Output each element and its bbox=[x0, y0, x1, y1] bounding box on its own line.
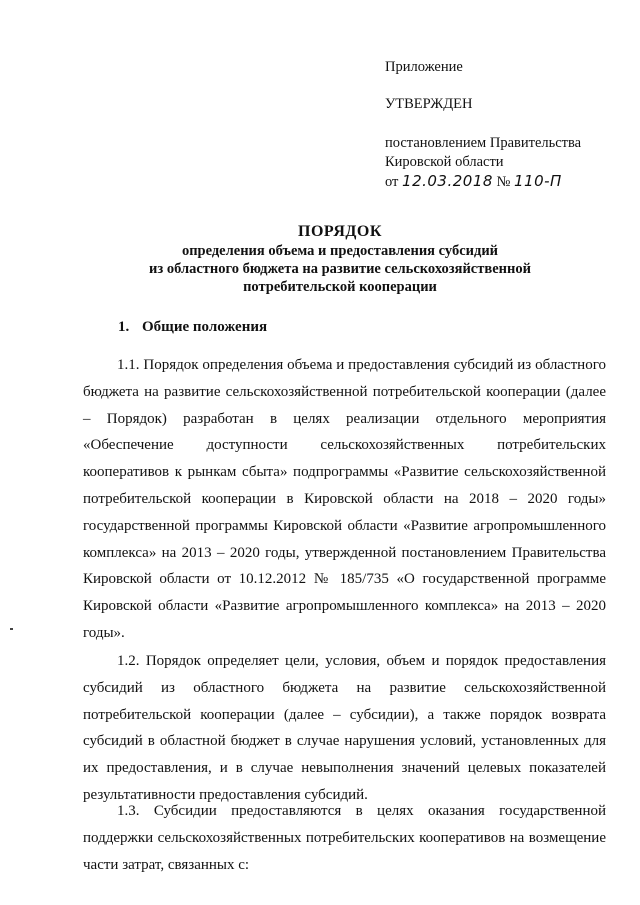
title-main: ПОРЯДОК bbox=[298, 223, 382, 240]
paragraph-text: 1.3. Субсидии предоставляются в целях оказания государственной поддержки сельскохозяйственных потребительских кооперативов на возмещение части затрат, связанных с: bbox=[83, 803, 606, 873]
spacer bbox=[385, 114, 630, 134]
number-sign: № bbox=[496, 174, 511, 190]
decree-line-1: постановлением Правительства bbox=[385, 135, 582, 151]
spacer bbox=[385, 77, 630, 95]
title-line-3: потребительской кооперации bbox=[243, 279, 437, 295]
scan-speck bbox=[10, 628, 13, 630]
paragraph-1-2 bbox=[83, 648, 606, 809]
section-title: Общие положения bbox=[142, 319, 268, 335]
section-heading bbox=[118, 319, 267, 336]
title-line-2: из областного бюджета на развитие сельскохозяйственной bbox=[149, 261, 531, 277]
section-number: 1. bbox=[118, 319, 130, 335]
approval-block bbox=[385, 58, 630, 192]
appendix-label: Приложение bbox=[385, 59, 463, 75]
handwritten-date: 12.03.2018 bbox=[402, 172, 493, 190]
document-title bbox=[80, 222, 600, 296]
date-prefix: от bbox=[385, 174, 399, 190]
paragraph-text: 1.1. Порядок определения объема и предоставления субсидий из областного бюджета на развитие сельскохозяйственной потребительской кооперации (далее – Порядок) разработан в целях реализации отдельного мероприятия «Обеспечение доступности сельскохозяйственных потребительских кооперативов к рынкам сбыта» подпрограммы «Развитие сельскохозяйственной потребительской кооперации в Кировской области на 2018 – 2020 годы» государственной программы Кировской области «Развитие агропромышленного комплекса» на 2013 – 2020 годы, утвержденной постановлением Правительства Кировской области от 10.12.2012 № 185/735 «О государственной программе Кировской области «Развитие агропромышленного комплекса» на 2013 – 2020 годы». bbox=[83, 357, 606, 641]
approved-label: УТВЕРЖДЕН bbox=[385, 96, 473, 112]
decree-date-number bbox=[385, 172, 630, 192]
paragraph-text: 1.2. Порядок определяет цели, условия, объем и порядок предоставления субсидий из областного бюджета на развитие сельскохозяйственной потребительской кооперации (далее – субсидии), а также порядок возврата субсидий в областной бюджет в случае нарушения условий, установленных для их предоставления, и в случае невыполнения значений целевых показателей результативности предоставления субсидий. bbox=[83, 653, 606, 803]
handwritten-number: 110-П bbox=[514, 172, 562, 190]
decree-line-2: Кировской области bbox=[385, 154, 504, 170]
paragraph-1-3 bbox=[83, 798, 606, 878]
title-line-1: определения объема и предоставления субсидий bbox=[181, 243, 499, 259]
paragraph-1-1 bbox=[83, 352, 606, 647]
